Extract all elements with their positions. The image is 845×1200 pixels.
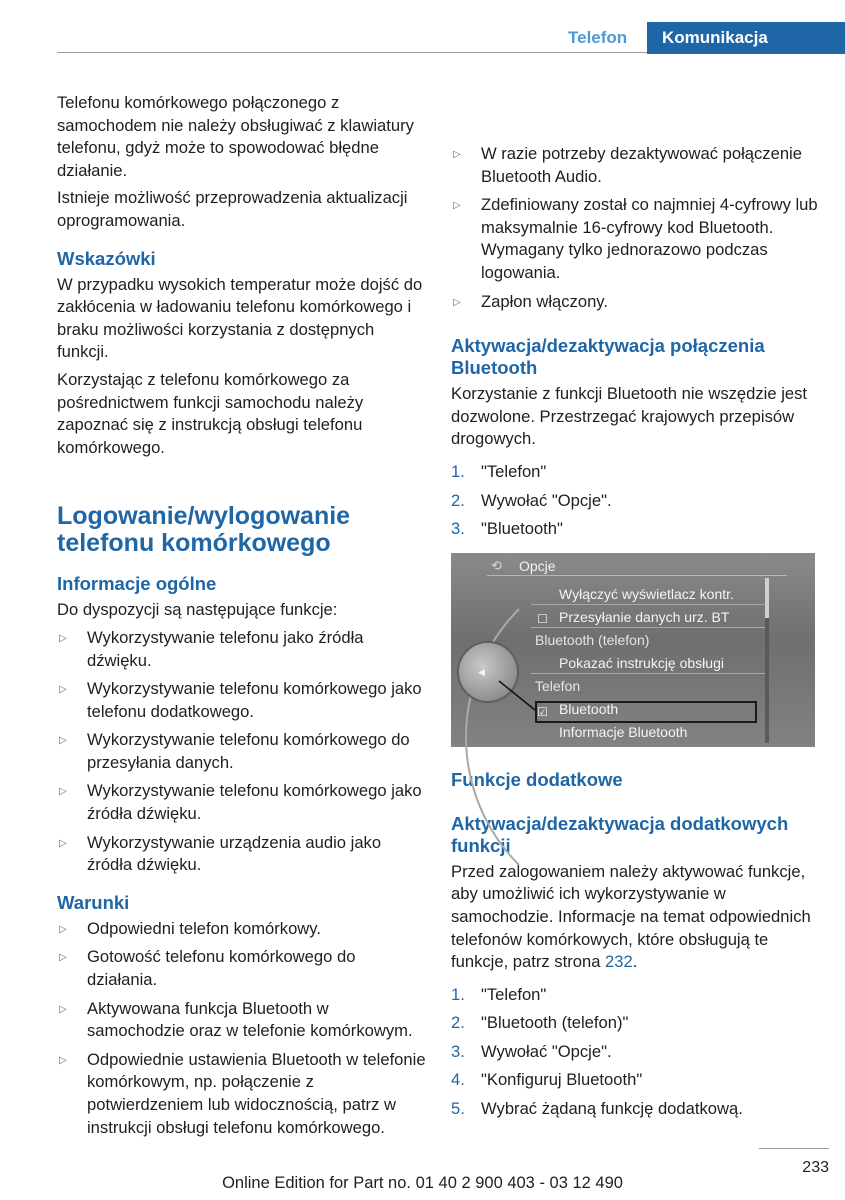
- checked-icon[interactable]: ☑: [537, 704, 548, 719]
- list-item: ▷ W razie potrzeby dezaktywować połączenie Bluetooth Audio.: [451, 143, 821, 188]
- step-number: 4.: [451, 1070, 465, 1090]
- step-item: [451, 461, 821, 484]
- left-arrow-icon: ◀: [478, 666, 485, 677]
- page-number: 233: [759, 1148, 829, 1177]
- menu-row[interactable]: Pokazać instrukcję obsługi: [559, 654, 724, 671]
- options-screen: [451, 553, 815, 747]
- list-item: ▷ Wykorzystywanie telefonu komórkowego jako źródła dźwięku.: [57, 780, 429, 825]
- extra-steps: [451, 984, 821, 1121]
- step-number: 3.: [451, 1041, 465, 1061]
- step-number: 5.: [451, 1099, 465, 1119]
- step-text: Wywołać "Opcje".: [481, 490, 612, 510]
- screen-title: Opcje: [519, 557, 556, 574]
- requirements-list: [451, 143, 821, 313]
- right-column: [451, 92, 821, 1127]
- section-title: Logowanie/wylogowanie telefonu komórkowego: [57, 502, 351, 558]
- step-item: [451, 1012, 821, 1035]
- paragraph-text: Przed zalogowaniem należy aktywować funkcje, aby umożliwić ich wykorzystywanie w samochodzie. Informacje na temat odpowiednich telefonów komórkowych, które obsługują te funkcje, patrz strona: [451, 861, 811, 972]
- menu-group-heading: Bluetooth (telefon): [535, 631, 650, 648]
- step-item: [451, 1069, 821, 1092]
- step-item: [451, 1098, 821, 1121]
- step-number: 3.: [451, 519, 465, 539]
- activation-heading: Aktywacja/dezaktywacja połączenia Bluetooth: [451, 335, 765, 379]
- list-item: ▷ Wykorzystywanie urządzenia audio jako źródła dźwięku.: [57, 832, 429, 877]
- list-item: ▷ Zapłon włączony.: [451, 291, 821, 314]
- paragraph: Korzystając z telefonu komórkowego za pośrednictwem funkcji samochodu należy zapoznać się z instrukcją obsługi telefonu komórkowego.: [57, 369, 364, 457]
- conditions-list: [57, 918, 429, 1137]
- header-section: Telefon: [568, 28, 628, 47]
- left-column: [57, 92, 429, 1137]
- list-item: ▷ Zdefiniowany został co najmniej 4-cyfrowy lub maksymalnie 16-cyfrowy kod Bluetooth. Wymagany tylko jednorazowo podczas logowania.: [451, 194, 821, 284]
- hints-heading: Wskazówki: [57, 247, 156, 269]
- general-heading: Informacje ogólne: [57, 573, 217, 595]
- menu-group-heading: Telefon: [535, 677, 581, 694]
- activation-steps: [451, 461, 821, 541]
- paragraph: Do dyspozycji są następujące funkcje:: [57, 600, 338, 620]
- footer-edition: Online Edition for Part no. 01 40 2 900 403 - 03 12 490: [222, 1174, 623, 1192]
- list-item: ▷ Gotowość telefonu komórkowego do działania.: [57, 946, 429, 991]
- header-rule: [57, 52, 647, 53]
- menu-row[interactable]: Wyłączyć wyświetlacz kontr.: [559, 585, 734, 602]
- step-text: "Telefon": [481, 984, 547, 1004]
- list-item: ▷ Wykorzystywanie telefonu komórkowego jako telefonu dodatkowego.: [57, 678, 429, 723]
- list-item: ▷ Odpowiednie ustawienia Bluetooth w telefonie komórkowym, np. połączenie z potwierdzeniem lub widocznością, patrz w instrukcji obsługi telefonu komórkowego.: [57, 1049, 429, 1094]
- step-item: [451, 1041, 821, 1064]
- header-chapter-tab: Komunikacja: [647, 22, 845, 54]
- menu-row[interactable]: Przesyłanie danych urz. BT: [559, 608, 730, 625]
- menu-row[interactable]: Informacje Bluetooth: [559, 723, 688, 740]
- list-item: ▷ Aktywowana funkcja Bluetooth w samochodzie oraz w telefonie komórkowym.: [57, 998, 429, 1043]
- step-item: [451, 518, 821, 541]
- list-item: ▷ Wykorzystywanie telefonu komórkowego do przesyłania danych.: [57, 729, 429, 774]
- general-list: [57, 627, 429, 877]
- checkbox-icon[interactable]: ☐: [537, 611, 548, 626]
- step-item: [451, 490, 821, 513]
- step-text: Wywołać "Opcje".: [481, 1041, 612, 1061]
- paragraph-end: .: [632, 952, 638, 972]
- step-item: [451, 984, 821, 1007]
- extra-heading: Funkcje dodatkowe: [451, 768, 623, 790]
- step-number: 2.: [451, 1013, 465, 1033]
- paragraph: Korzystanie z funkcji Bluetooth nie wszędzie jest dozwolone. Przestrzegać krajowych przepisów drogowych.: [451, 384, 808, 449]
- pointer-line: [451, 553, 815, 747]
- menu-row-selected[interactable]: Bluetooth: [559, 700, 619, 717]
- extra-subheading: Aktywacja/dezaktywacja dodatkowych funkcji: [451, 812, 789, 856]
- paragraph: Telefonu komórkowego połączonego z samochodem nie należy obsługiwać z klawiatury telefonu, gdyż może to spowodować błędne działanie.: [57, 93, 414, 180]
- step-text: "Bluetooth": [481, 519, 563, 539]
- step-text: "Konfiguruj Bluetooth": [481, 1070, 643, 1090]
- step-number: 2.: [451, 490, 465, 510]
- step-text: "Telefon": [481, 461, 547, 481]
- list-item: ▷ Odpowiedni telefon komórkowy.: [57, 918, 429, 941]
- conditions-heading: Warunki: [57, 891, 130, 913]
- options-tag-icon: ⟲: [491, 557, 502, 573]
- step-number: 1.: [451, 984, 465, 1004]
- paragraph: Istnieje możliwość przeprowadzenia aktualizacji oprogramowania.: [57, 188, 408, 230]
- step-text: "Bluetooth (telefon)": [481, 1013, 629, 1033]
- list-item: ▷ Wykorzystywanie telefonu jako źródła dźwięku.: [57, 627, 429, 672]
- step-number: 1.: [451, 461, 465, 481]
- paragraph: W przypadku wysokich temperatur może dojść do zakłócenia w ładowaniu telefonu komórkowego i braku możliwości korzystania z dostępnych funkcji.: [57, 274, 423, 362]
- page-link[interactable]: 232: [605, 952, 633, 972]
- step-text: Wybrać żądaną funkcję dodatkową.: [481, 1099, 743, 1119]
